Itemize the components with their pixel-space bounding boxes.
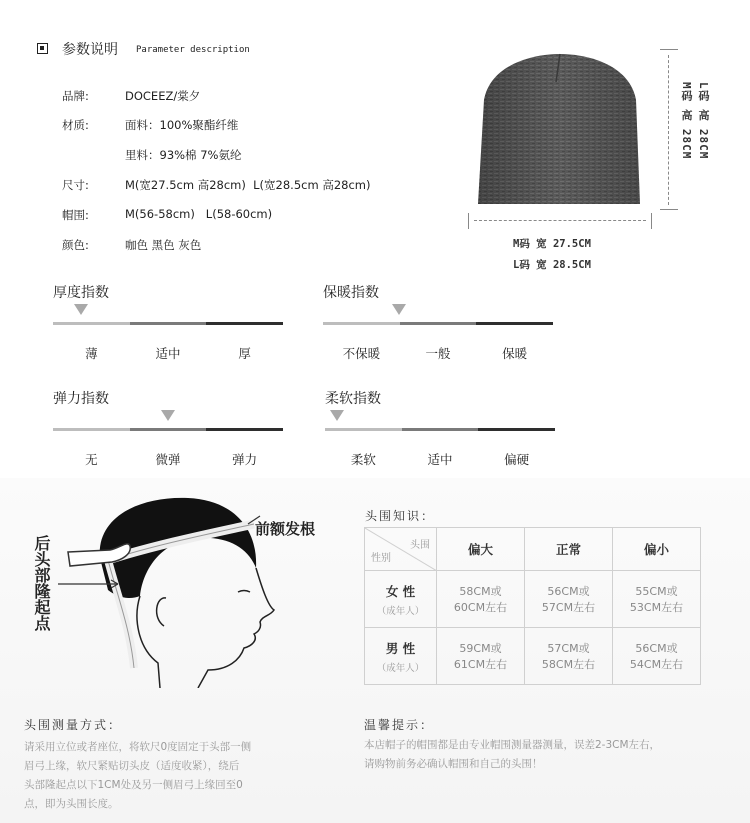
index-bar-segment: [53, 322, 130, 325]
spec-value-lining: 里料：93%棉 7%氨纶: [125, 148, 242, 162]
width-label-l: L码 宽 28.5CM: [513, 259, 591, 271]
index-tick-label: 保暖: [502, 346, 528, 361]
col-header-large: 偏大: [437, 528, 525, 571]
row-label-female: 女 性: [385, 583, 416, 599]
tips-title: 温馨提示：: [364, 718, 435, 732]
index-scale-4: [325, 388, 555, 468]
index-tick-label: 适中: [427, 452, 453, 467]
page-title: 参数说明: [62, 42, 118, 58]
index-bar-segment: [402, 428, 479, 431]
index-tick-label: 无: [85, 452, 98, 467]
tips-text: 本店帽子的帽围都是由专业帽围测量器测量，误差2-3CM左右， 请购物前务必确认帽围和自己的头围！: [364, 739, 661, 770]
index-tick-label: 微弹: [155, 452, 181, 467]
width-label-m: M码 宽 27.5CM: [513, 238, 591, 250]
section-bullet-icon: [37, 43, 48, 54]
index-bar-segment: [130, 428, 207, 431]
head-size-table: [364, 527, 701, 685]
index-tick-label: 不保暖: [342, 346, 381, 361]
index-bar-segment: [325, 428, 402, 431]
index-bar-segment: [130, 322, 207, 325]
index-tick-label: 偏硬: [504, 452, 530, 467]
index-marker-icon: [330, 410, 344, 421]
index-scale-3: [53, 388, 283, 468]
measure-text: 请采用立位或者座位，将软尺0度固定于头部一侧 眉弓上缘，软尺紧贴切头皮（适度收紧），绕后 头部隆起点以下1CM处及另一侧眉弓上缘回至0 点，即为头围长度。: [24, 741, 252, 810]
back-head-point-label: 后头部隆起点: [32, 535, 51, 631]
width-dimension-line: [468, 213, 652, 229]
spec-label-circumference: 帽围:: [62, 208, 89, 222]
index-marker-icon: [392, 304, 406, 315]
index-title: 弹力指数: [53, 391, 109, 407]
spec-value-color: 咖色 黑色 灰色: [125, 238, 202, 252]
index-bar-segment: [206, 428, 283, 431]
height-label-l: L码 高 28CM: [697, 82, 710, 160]
table-row: 男 性 （成年人） 59CM或 61CM左右 57CM或 58CM左右 56CM或 54CM左右: [365, 628, 701, 685]
table-corner-cell: 头围 性别: [365, 528, 437, 571]
index-title: 柔软指数: [325, 391, 381, 407]
table-row: 女 性 （成年人） 58CM或 60CM左右 56CM或 57CM左右 55CM或 53CM左右: [365, 571, 701, 628]
front-hairline-label: 前额发根: [255, 520, 316, 538]
measure-title: 头围测量方式：: [24, 718, 123, 732]
index-bar-segment: [53, 428, 130, 431]
index-scale-2: [323, 282, 553, 362]
index-marker-icon: [161, 410, 175, 421]
index-bar-segment: [323, 322, 400, 325]
spec-label-material: 材质:: [62, 118, 89, 132]
index-bar-segment: [206, 322, 283, 325]
index-tick-label: 适中: [155, 346, 181, 361]
spec-value-shell: 面料：100%聚酯纤维: [125, 118, 239, 132]
page-subtitle: Parameter description: [136, 45, 250, 55]
spec-label-color: 颜色:: [62, 238, 89, 252]
spec-label-size: 尺寸:: [62, 178, 89, 192]
index-tick-label: 柔软: [350, 452, 376, 467]
spec-label-brand: 品牌:: [62, 89, 89, 103]
index-bar-segment: [476, 322, 553, 325]
index-tick-label: 一般: [425, 346, 451, 361]
index-tick-label: 弹力: [232, 452, 258, 467]
index-tick-label: 薄: [85, 346, 98, 361]
beanie-hat-image: [470, 52, 650, 212]
height-dimension-line: [658, 49, 680, 211]
spec-value-circumference: M(56-58cm) L(58-60cm): [125, 207, 273, 221]
spec-value-size: M(宽27.5cm 高28cm) L(宽28.5cm 高28cm): [125, 178, 371, 192]
index-title: 保暖指数: [323, 285, 379, 301]
col-header-small: 偏小: [613, 528, 701, 571]
index-marker-icon: [74, 304, 88, 315]
row-label-male: 男 性: [385, 640, 416, 656]
index-bar-segment: [478, 428, 555, 431]
height-label-m: M码 高 28CM: [680, 82, 693, 160]
head-table-title: 头围知识：: [365, 509, 436, 523]
spec-value-brand: DOCEEZ/棠夕: [125, 89, 201, 103]
index-bar-segment: [400, 322, 477, 325]
index-tick-label: 厚: [238, 346, 251, 361]
index-scale-1: [53, 282, 283, 362]
index-title: 厚度指数: [53, 285, 109, 301]
col-header-normal: 正常: [525, 528, 613, 571]
